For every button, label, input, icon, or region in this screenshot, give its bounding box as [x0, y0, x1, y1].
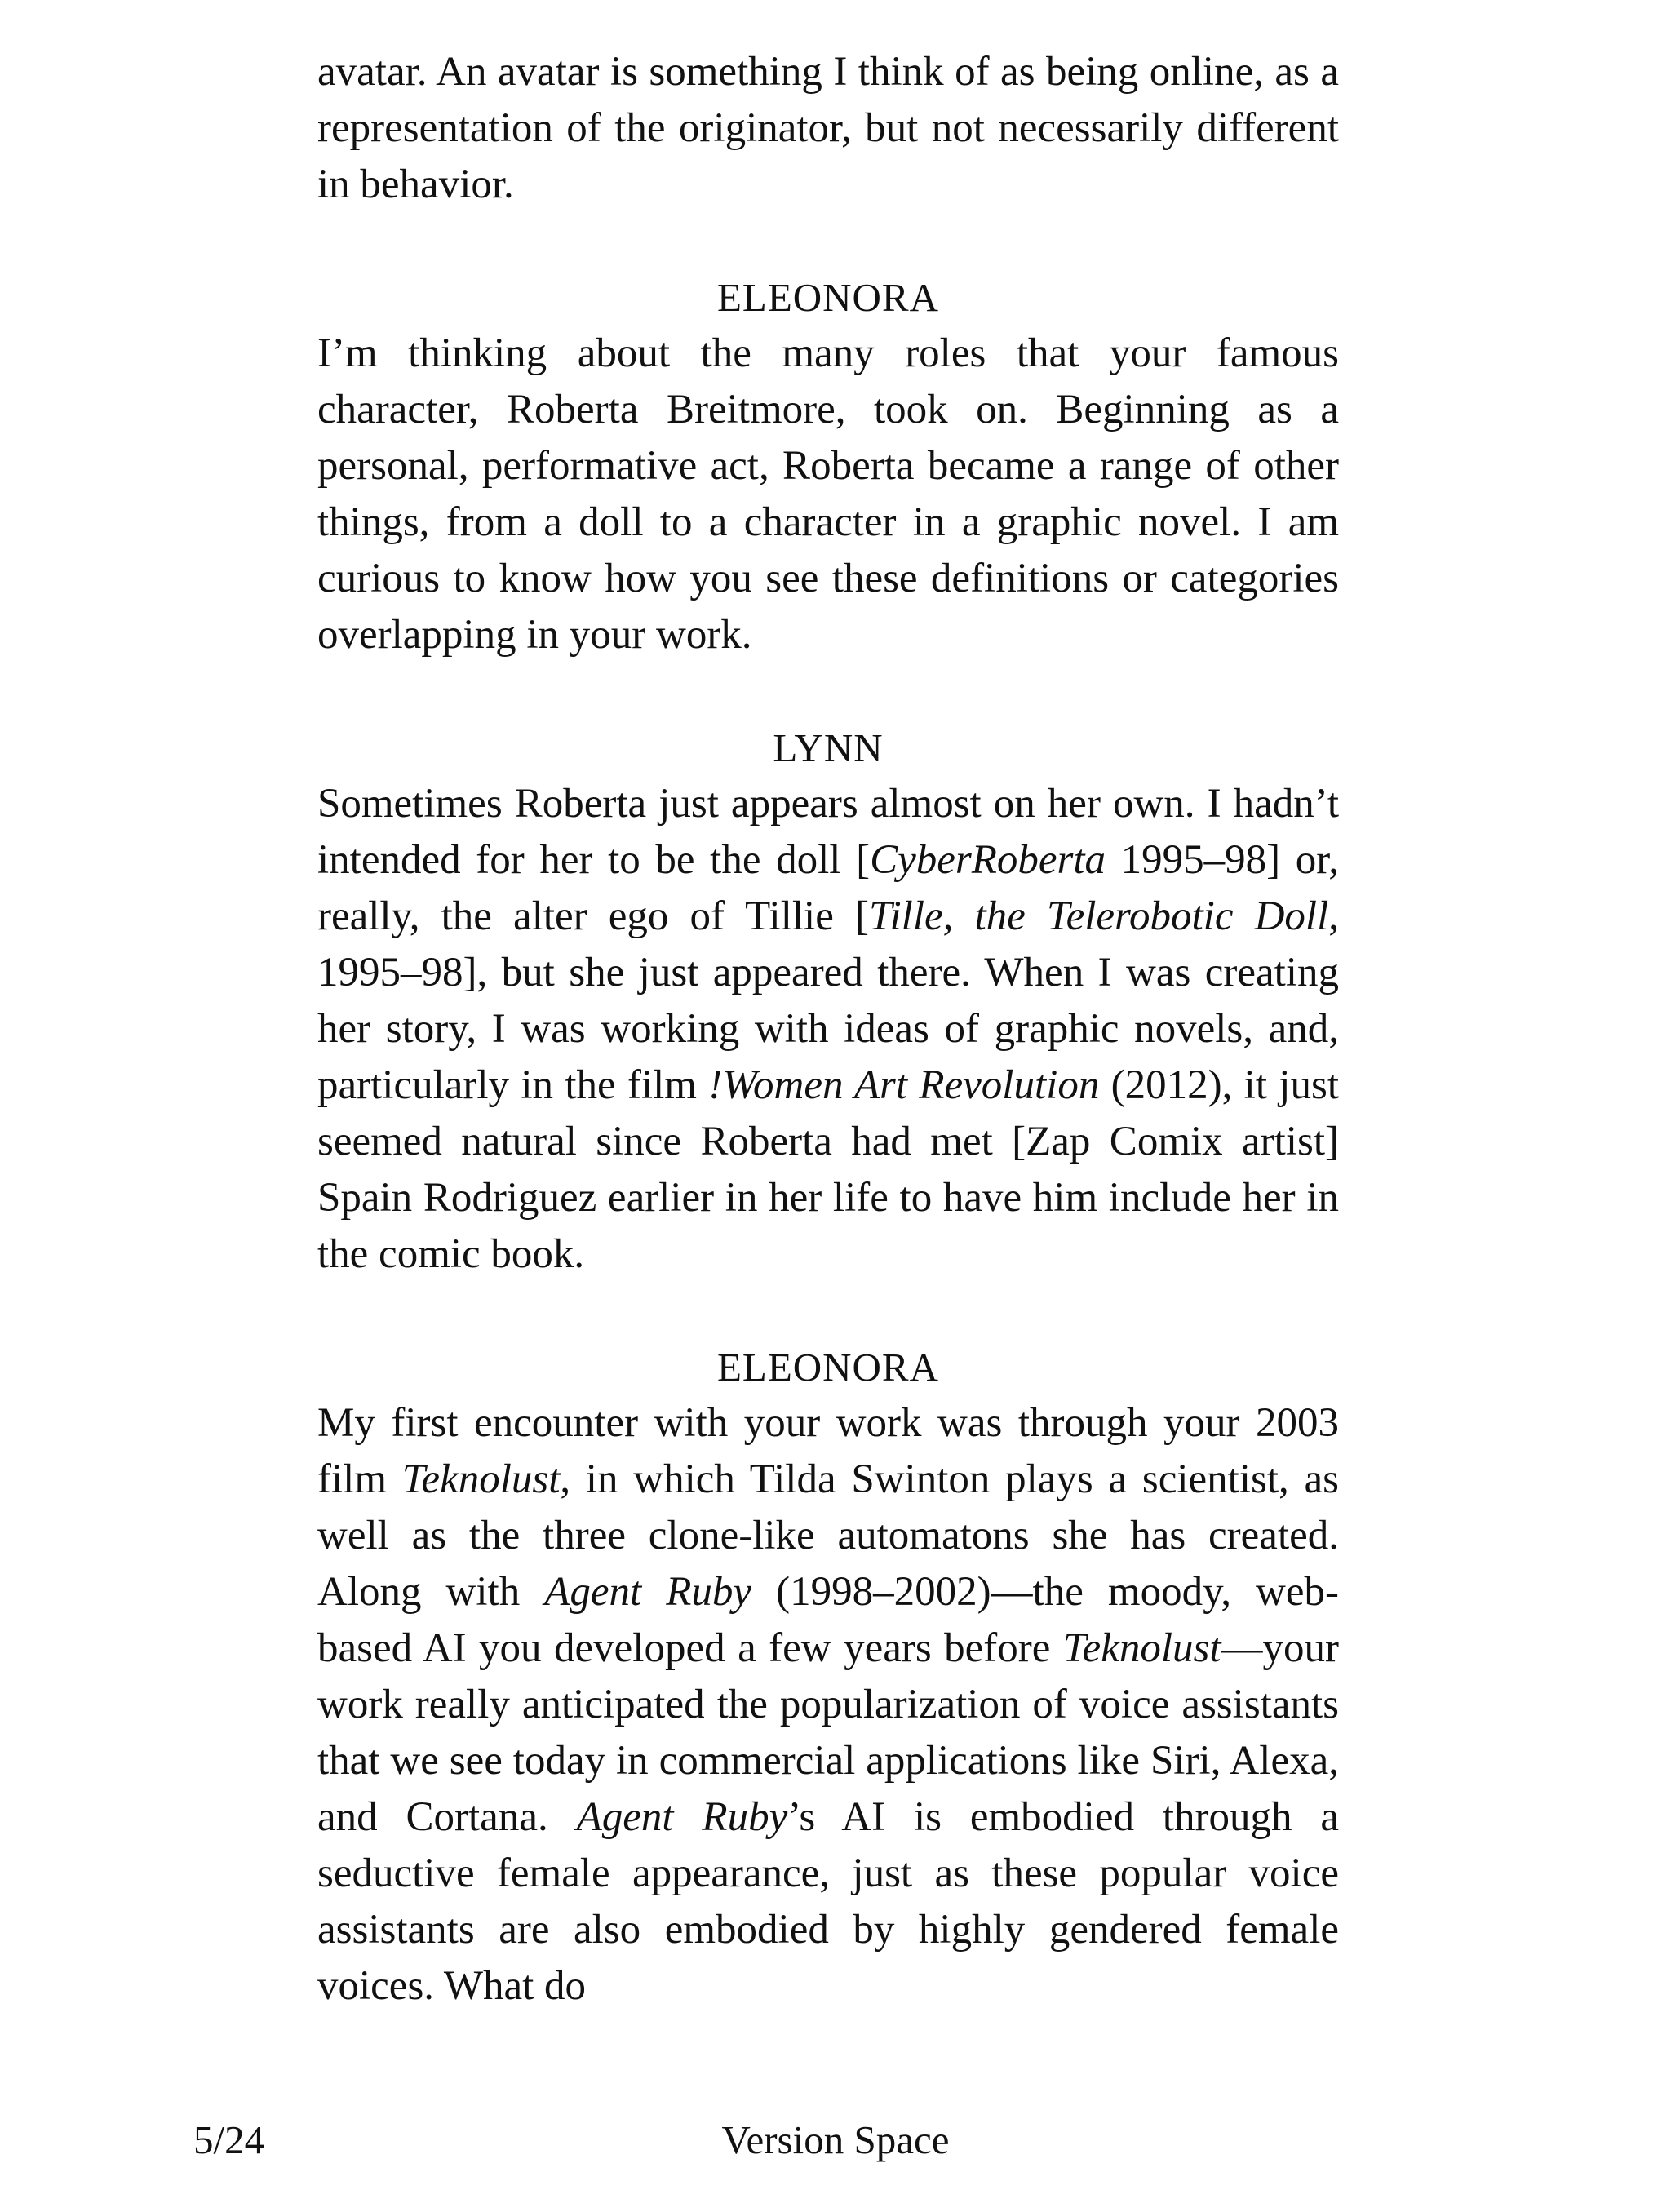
italic-title: CyberRoberta	[870, 837, 1106, 883]
text-run: —your work really anticipated the popularization of voice assistants that we see today in commercial applications like Siri, Alexa, and Cortana.	[317, 1625, 1339, 1840]
italic-title: Teknolust	[401, 1456, 561, 1502]
italic-title: Tille, the Telerobotic Doll	[868, 893, 1329, 939]
italic-title: !Women Art Revolution	[708, 1062, 1100, 1108]
italic-title: Agent Ruby	[576, 1794, 788, 1840]
text-run: avatar. An avatar is something I think of as being online, as a representation of the originator, but not necessarily different in behavior.	[317, 49, 1339, 207]
text-run: I’m thinking about the many roles that your famous character, Roberta Breitmore, took on. Beginning as a personal, performative act, Roberta became a range of other things, from a doll to a character in a graphic novel. I am curious to know how you see these definitions or categories overlapping in your work.	[317, 330, 1339, 658]
body-paragraph	[317, 326, 1339, 663]
speaker-name: ELEONORA	[716, 275, 940, 320]
body-paragraph	[317, 1395, 1339, 2015]
italic-title: Teknolust	[1062, 1625, 1221, 1671]
running-footer-title: Version Space	[721, 2117, 950, 2162]
body-paragraph	[317, 776, 1339, 1283]
text-run: (2012), it just seemed natural since Roberta had met [Zap Comix artist] Spain Rodriguez earlier in her life to have him include her in the comic book.	[317, 1062, 1339, 1277]
text-run: My first encounter with your work was through your 2003 film	[317, 1400, 1339, 1502]
text-run: , in which Tilda Swinton plays a scientist, as well as the three clone-like automatons she has created. Along with	[317, 1456, 1340, 1615]
text-run: Sometimes Roberta just appears almost on her own. I hadn’t intended for her to be the doll [	[317, 781, 1339, 883]
text-run: ’s AI is embodied through a seductive female appearance, just as these popular voice assistants are also embodied by highly gendered female voices. What do	[317, 1794, 1340, 2009]
text-run: , 1995–98], but she just appeared there. When I was creating her story, I was working with ideas of graphic novels, and, particularly in the film	[317, 893, 1339, 1108]
speaker-name: ELEONORA	[716, 1345, 940, 1390]
text-column	[317, 44, 1339, 2015]
text-run: (1998–2002)—the moody, web-based AI you developed a few years before	[317, 1569, 1339, 1671]
text-run: 1995–98] or, really, the alter ego of Tillie [	[317, 837, 1339, 939]
body-paragraph	[317, 44, 1339, 213]
page-number: 5/24	[193, 2117, 265, 2162]
italic-title: Agent Ruby	[544, 1569, 752, 1615]
speaker-name: LYNN	[773, 725, 884, 770]
